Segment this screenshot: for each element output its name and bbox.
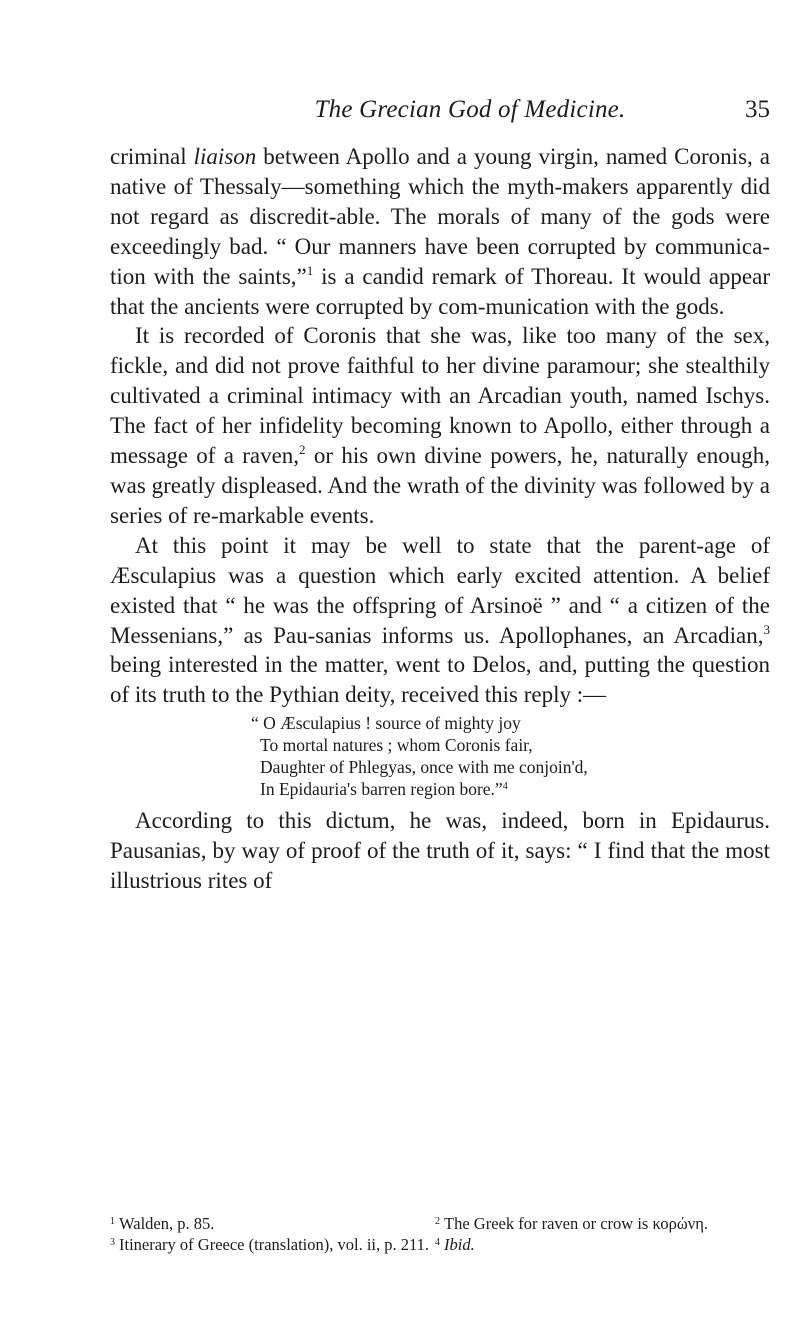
verse-line-3: Daughter of Phlegyas, once with me conjoin'd, xyxy=(260,757,588,778)
paragraph-2: It is recorded of Coronis that she was, like too many of the sex, fickle, and did not prove faithful to her divine paramour; she stealthily cultivated a criminal intimacy with an Arcadian youth, named Ischys. The fact of her infidelity becoming known to Apollo, either through a message of a raven,$^2$ or his own divine powers, he, naturally enough, was greatly displeased. And the wrath of the divinity was followed by a series of re-markable events. xyxy=(110,323,770,528)
paragraph-4: According to this dictum, he was, indeed, born in Epidaurus. Pausanias, by way of proof of the truth of it, says: “ I find that the most illustrious rites of xyxy=(110,808,770,894)
page-number: 35 xyxy=(745,96,770,123)
footnotes xyxy=(110,1212,770,1254)
italic-word: liaison xyxy=(193,144,257,169)
footnote-1: $^1$ Walden, p. 85. xyxy=(110,1214,215,1233)
verse-line-4: In Epidauria's barren region bore.”$^4$ xyxy=(260,779,508,800)
verse-line-2: To mortal natures ; whom Coronis fair, xyxy=(260,735,533,756)
body-text xyxy=(110,142,770,896)
oracle-verse xyxy=(110,712,770,800)
footnote-2: $^2$ The Greek for raven or crow is κορώνη. xyxy=(435,1214,708,1233)
footnote-ref-3: 3 xyxy=(763,621,770,637)
footnote-4: $^4$ Ibid. xyxy=(435,1235,475,1254)
footnote-ref-4: 4 xyxy=(502,781,508,793)
footnote-ref-1: 1 xyxy=(306,262,314,278)
paragraph-3: At this point it may be well to state that the parent-age of Æsculapius was a question which early excited attention. A belief existed that “ he was the offspring of Arsinoë ” and “ a citizen of the Messenians,” as Pau-sanias informs us. Apollophanes, an Arcadian,$^3$ being interested in the matter, went to Delos, and, putting the question of its truth to the Pythian deity, received this reply :— xyxy=(110,532,770,708)
footnote-ref-2: 2 xyxy=(299,442,306,458)
running-title: The Grecian God of Medicine. xyxy=(314,96,626,123)
page-header xyxy=(205,96,770,128)
verse-line-1: “ O Æsculapius ! source of mighty joy xyxy=(251,713,521,734)
paragraph-1: criminal liaison between Apollo and a young virgin, named Coronis, a native of Thessaly—something which the myth-makers apparently did not regard as discredit-able. The morals of many of the gods were exceedingly bad. “ Our manners have been corrupted by communica-tion with the saints,”$^1$ is a candid remark of Thoreau. It would appear that the ancients were corrupted by com-munication with the gods. xyxy=(110,144,770,319)
footnote-3: $^3$ Itinerary of Greece (translation), vol. ii, p. 211. xyxy=(110,1235,430,1254)
